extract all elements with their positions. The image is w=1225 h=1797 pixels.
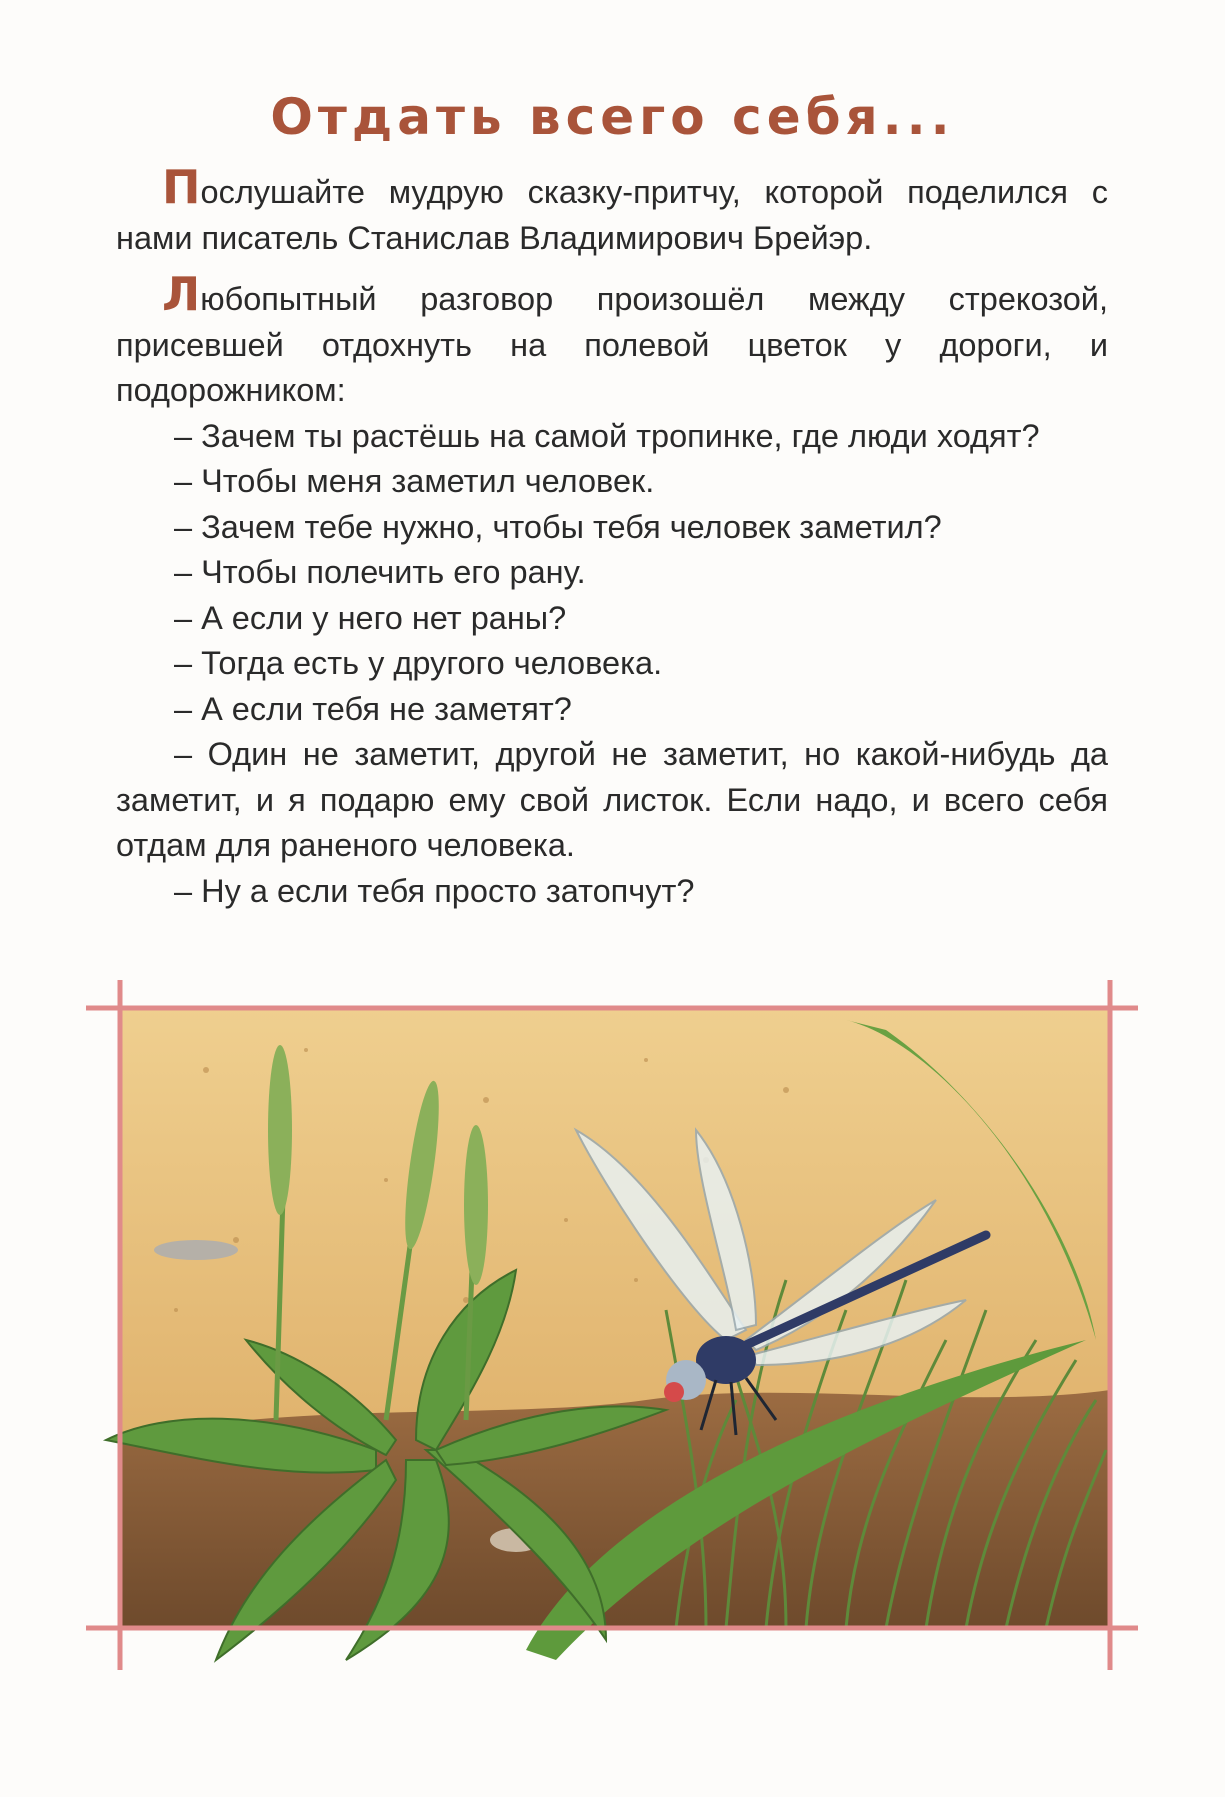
dialog-line: – А если тебя не заметят? [174, 690, 572, 727]
dialog-line: – Чтобы полечить его рану. [174, 554, 586, 590]
story-text-body: юбопытный разговор произошёл между стрекозой, присевшей отдохнуть на полевой цветок у дороги, и подорожником: [116, 281, 1108, 408]
dialog-line: – А если у него нет раны? [174, 599, 567, 636]
dialog-line: – Тогда есть у другого человека. [174, 645, 663, 681]
page-title: Отдать всего себя... [270, 88, 955, 146]
dialog-line: – Чтобы меня заметил человек. [174, 463, 655, 499]
stone [154, 1240, 238, 1260]
dialog-line: – Ну а если тебя просто затопчут? [174, 872, 695, 909]
dialog-line: – Зачем ты растёшь на самой тропинке, где люди ходят? [174, 417, 1040, 454]
story-initial: Л [162, 267, 201, 321]
dialog-line: – Один не заметит, другой не заметит, но какой-нибудь да заметит, и я подарю ему свой листок. Если надо, и всего себя отдам для раненого человека. [116, 736, 1108, 863]
intro-initial: П [162, 160, 201, 214]
dialog-line: – Зачем тебе нужно, чтобы тебя человек заметил? [174, 508, 942, 545]
intro-text: ослушайте мудрую сказку-притчу, которой поделился с нами писатель Станислав Владимирович Брейэр. [116, 174, 1108, 256]
plantain-dragonfly-illustration [86, 980, 1138, 1680]
intro-paragraph [116, 160, 1108, 261]
story-paragraph [116, 267, 1108, 414]
dialog-list [116, 414, 1108, 915]
story-text [116, 160, 1108, 914]
